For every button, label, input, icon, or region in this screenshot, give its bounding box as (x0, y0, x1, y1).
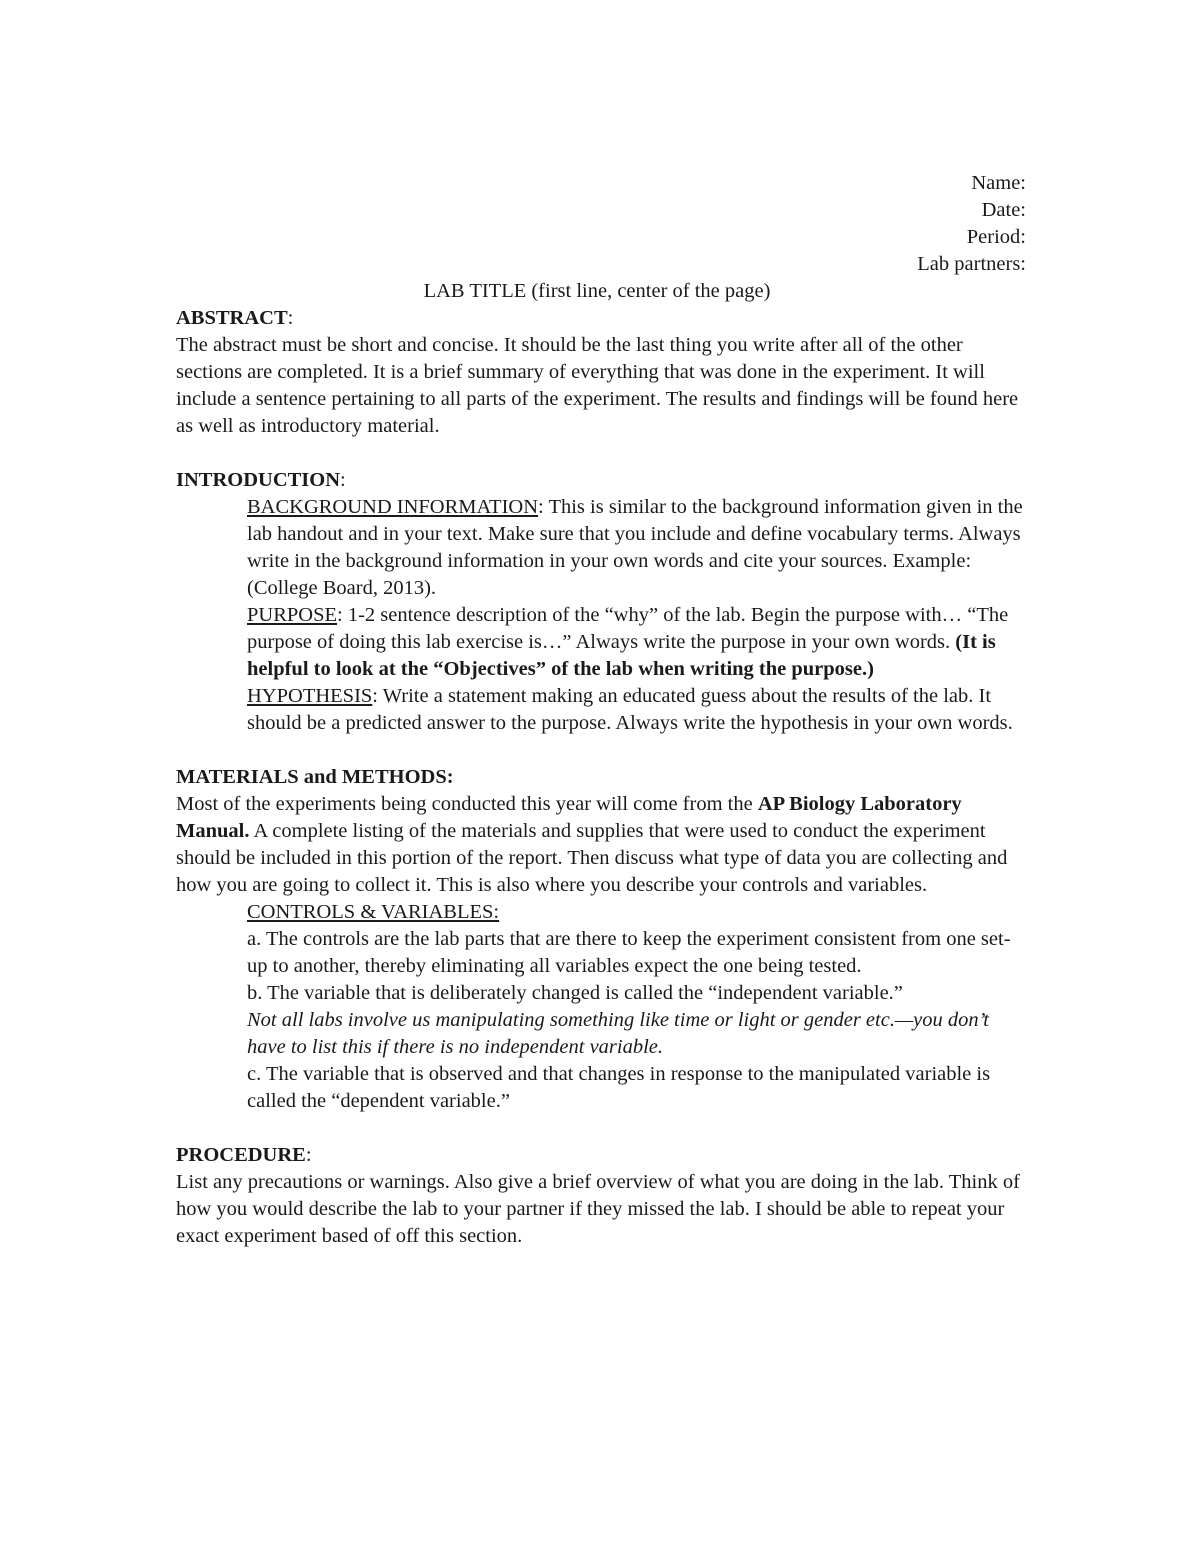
document-page (176, 170, 1026, 1250)
independent-variable-note: Not all labs involve us manipulating something like time or light or gender etc.—you don’t have to list this if there is no independent variable. (247, 1009, 989, 1058)
introduction-heading-text: INTRODUCTION (176, 469, 341, 491)
procedure-heading-colon: : (305, 1144, 312, 1166)
introduction-heading-colon: : (340, 469, 346, 491)
abstract-heading-text: ABSTRACT (176, 307, 288, 329)
materials-methods-heading: MATERIALS and METHODS: (176, 766, 454, 788)
abstract-body: The abstract must be short and concise. It should be the last thing you write after all of the other sections are completed. It is a brief summary of everything that was done in the experiment. It will include a sentence pertaining to all parts of the experiment. The results and findings will be found here as well as introductory material. (176, 334, 1019, 437)
hypothesis-label: HYPOTHESIS (247, 685, 373, 707)
procedure-body: List any precautions or warnings. Also give a brief overview of what you are doing in the lab. Think of how you would describe the lab to your partner if they missed the lab. I should be able to repeat your exact experiment based of off this section. (176, 1171, 1020, 1247)
hypothesis-paragraph (247, 683, 1026, 737)
procedure-heading-text: PROCEDURE (176, 1144, 306, 1166)
introduction-heading (176, 467, 1026, 494)
hypothesis-text: : Write a statement making an educated guess about the results of the lab. It should be a predicted answer to the purpose. Always write the hypothesis in your own words. (247, 685, 1013, 734)
background-information-text: : This is similar to the background information given in the lab handout and in your text. Make sure that you include and define vocabulary terms. Always write in the background information in your own words and cite your sources. Example: (College Board, 2013). (247, 496, 1023, 599)
materials-methods-body (176, 791, 1026, 899)
date-label: Date: (981, 199, 1026, 221)
abstract-heading-colon: : (287, 307, 294, 329)
background-information-paragraph (247, 494, 1026, 602)
purpose-label: PURPOSE (247, 604, 338, 626)
abstract-section (176, 305, 1026, 440)
procedure-heading (176, 1142, 1026, 1169)
controls-item-b: b. The variable that is deliberately changed is called the “independent variable.” (247, 982, 903, 1004)
purpose-text: : 1-2 sentence description of the “why” of the lab. Begin the purpose with… “The purpose of doing this lab exercise is…” Always write the purpose in your own words. (247, 604, 1009, 653)
controls-item-a: a. The controls are the lab parts that are there to keep the experiment consistent from one set-up to another, thereby eliminating all variables expect the one being tested. (247, 928, 1011, 977)
abstract-heading (176, 305, 1026, 332)
student-info-header (176, 170, 1026, 278)
name-label: Name: (971, 172, 1026, 194)
lab-title: LAB TITLE (first line, center of the page) (423, 280, 771, 302)
period-label: Period: (966, 226, 1026, 248)
background-information-label: BACKGROUND INFORMATION (247, 496, 539, 518)
controls-item-c: c. The variable that is observed and that changes in response to the manipulated variable is called the “dependent variable.” (247, 1063, 991, 1112)
materials-methods-section (176, 764, 1026, 1115)
materials-body-end: A complete listing of the materials and supplies that were used to conduct the experiment should be included in this portion of the report. Then discuss what type of data you are collecting and how you are going to collect it. This is also where you describe your controls and variables. (176, 820, 1008, 896)
purpose-bold-note: (It is helpful to look at the “Objectives” of the lab when writing the purpose.) (247, 631, 996, 680)
materials-body-start: Most of the experiments being conducted this year will come from the (176, 793, 758, 815)
controls-variables-label: CONTROLS & VARIABLES: (247, 901, 500, 923)
lab-manual-title: AP Biology Laboratory Manual. (176, 793, 962, 842)
lab-partners-label: Lab partners: (917, 253, 1026, 275)
purpose-paragraph (247, 602, 1026, 683)
introduction-section (176, 467, 1026, 737)
procedure-section (176, 1142, 1026, 1250)
